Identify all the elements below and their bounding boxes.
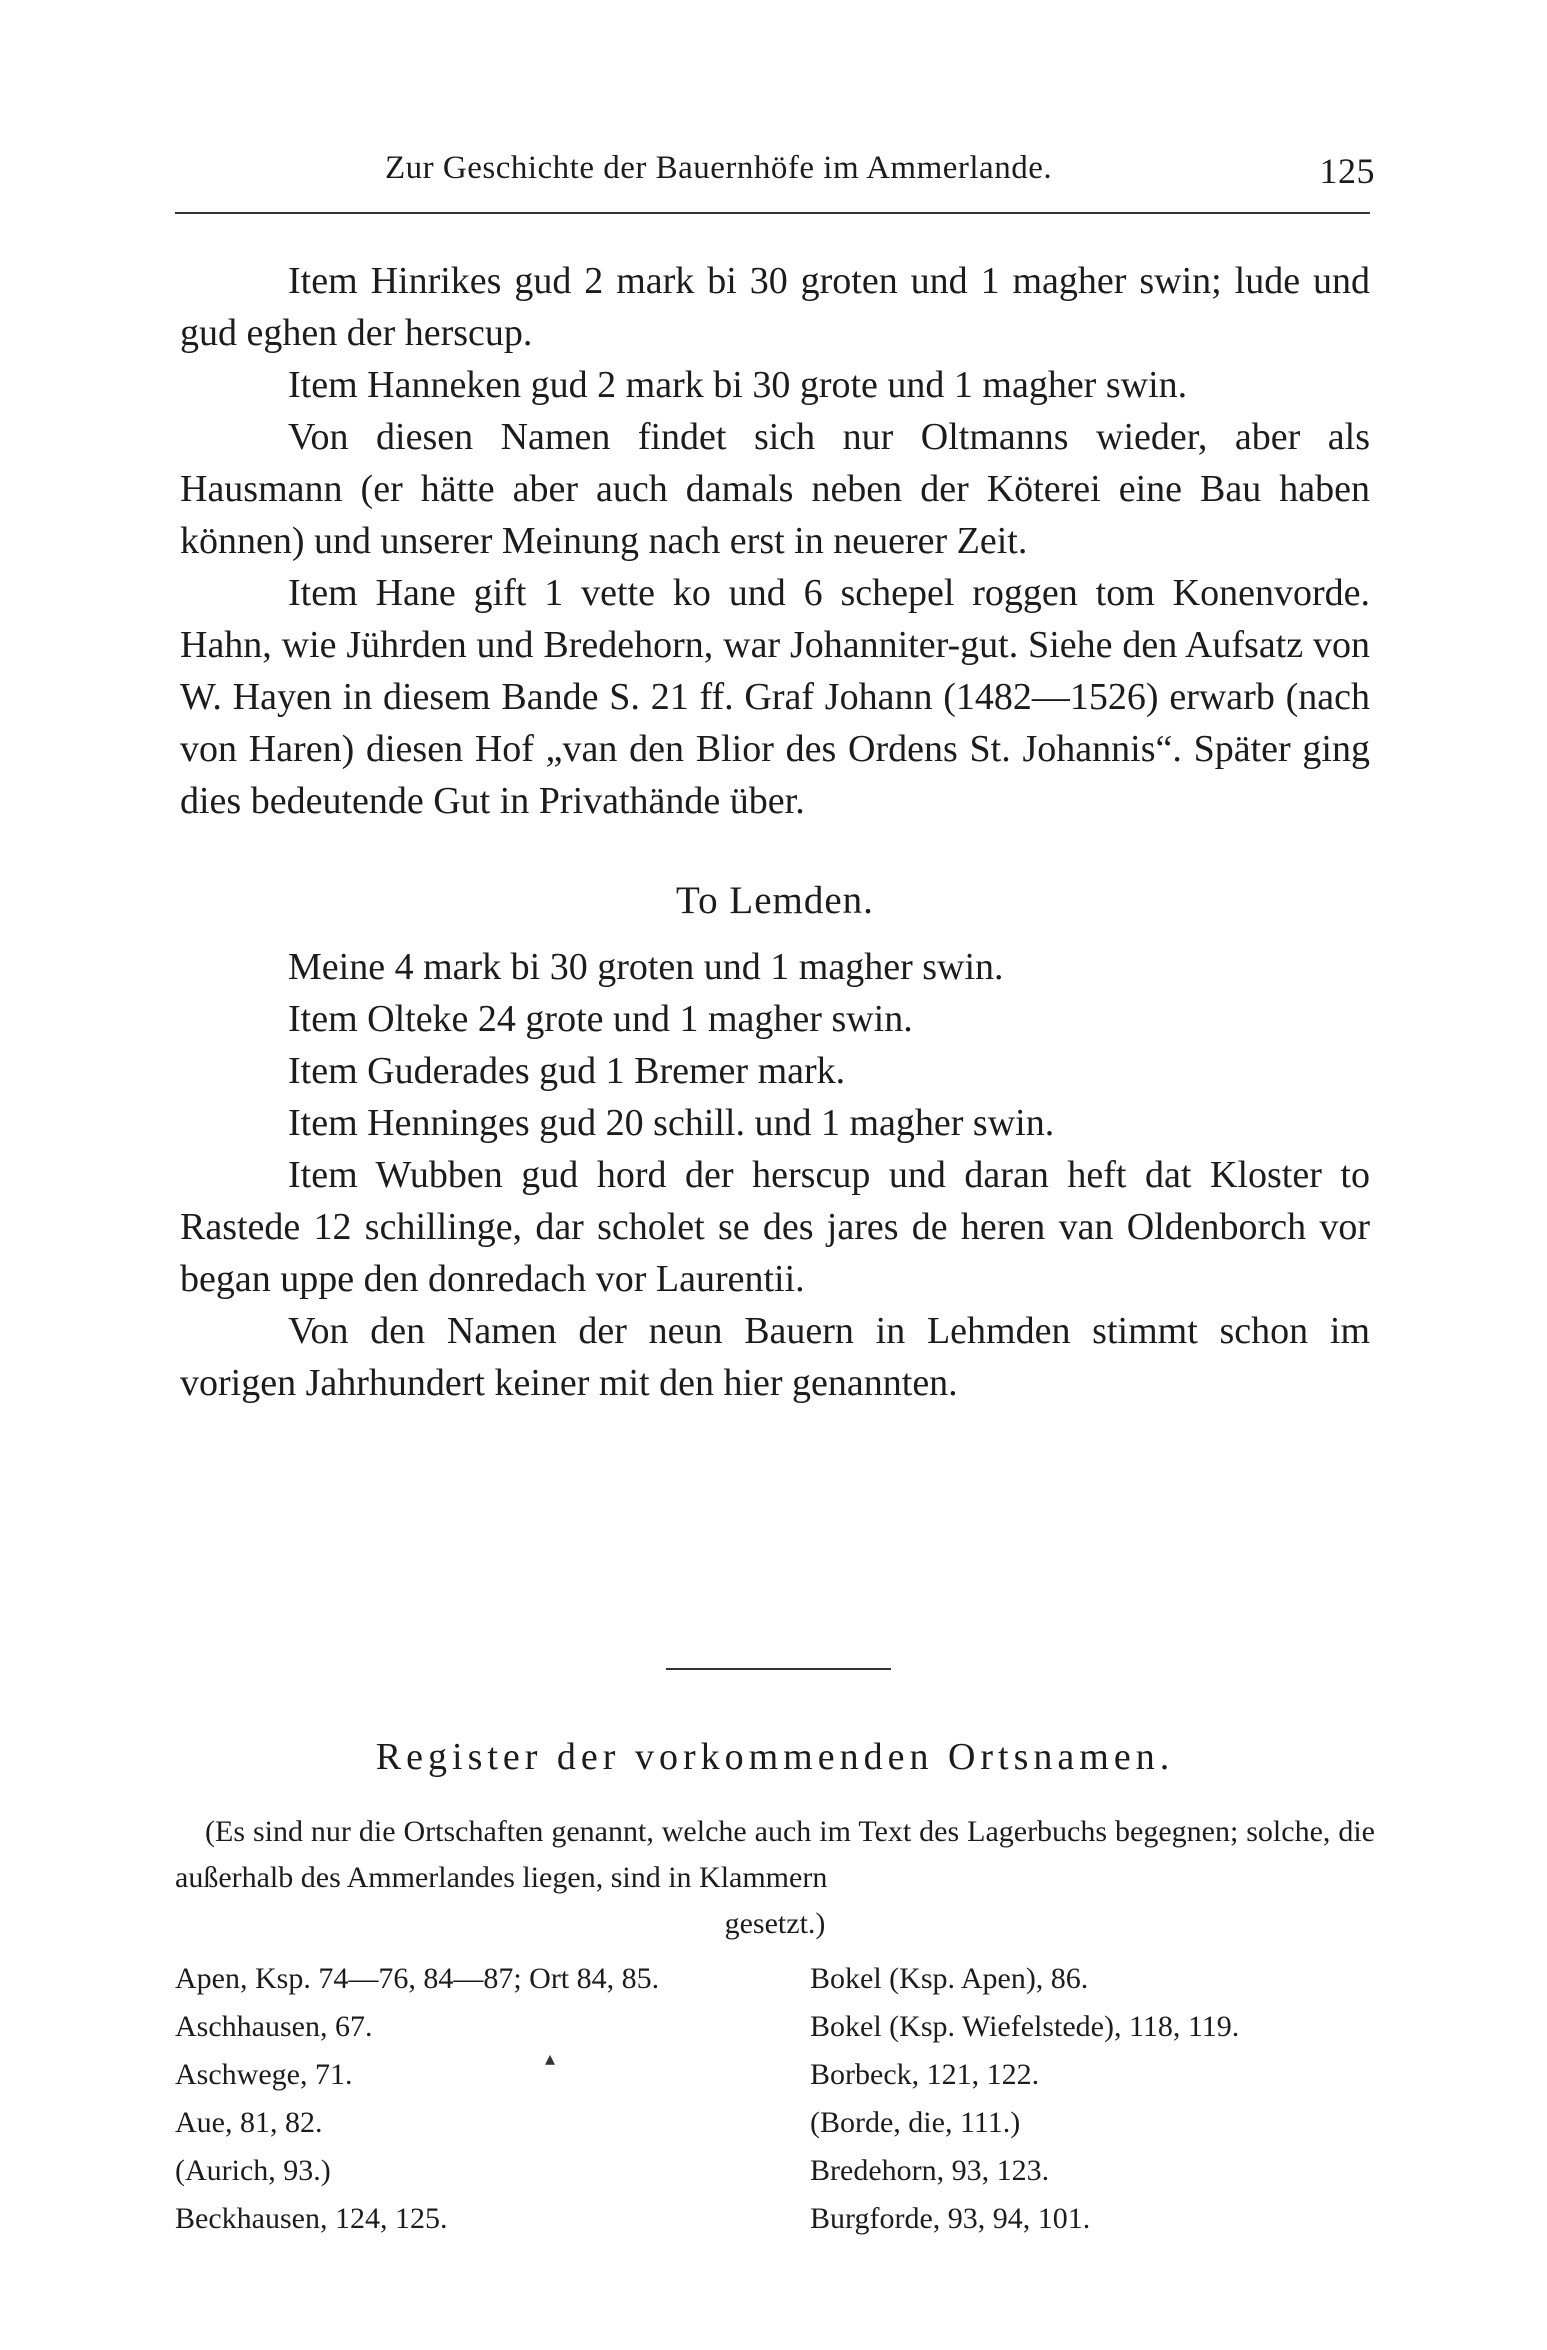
section-heading: To Lemden. xyxy=(676,879,874,922)
index-entry: (Aurich, 93.) xyxy=(175,2154,331,2187)
running-title: Zur Geschichte der Bauernhöfe im Ammerlande. xyxy=(385,150,1053,186)
index-column-right xyxy=(810,1955,1370,2243)
index-entry: Burgforde, 93, 94, 101. xyxy=(810,2202,1091,2235)
index-entry: Bokel (Ksp. Wiefelstede), 118, 119. xyxy=(810,2010,1240,2043)
index-entry: Aschwege, 71. xyxy=(175,2058,353,2091)
register-section xyxy=(175,1735,1375,1947)
index-column-left xyxy=(175,1955,775,2243)
ink-blot-mark: ▴ xyxy=(545,2048,556,2070)
section-separator xyxy=(666,1668,891,1670)
paragraph: Von diesen Namen findet sich nur Oltmanns wieder, aber als Hausmann (er hätte aber auch damals neben der Köterei eine Bau haben können) und unserer Meinung nach erst in neuerer Zeit. xyxy=(180,416,1370,562)
index-entry: Apen, Ksp. 74—76, 84—87; Ort 84, 85. xyxy=(175,1962,660,1995)
main-text xyxy=(180,255,1370,1409)
header-rule xyxy=(175,212,1370,214)
lemden-item: Item Olteke 24 grote und 1 magher swin. xyxy=(288,998,913,1040)
paragraph: Item Hinrikes gud 2 mark bi 30 groten und 1 magher swin; lude und gud eghen der herscup. xyxy=(180,260,1370,354)
register-note: (Es sind nur die Ortschaften genannt, welche auch im Text des Lagerbuchs begegnen; solche, die außerhalb des Ammerlandes liegen, sind in Klammern xyxy=(175,1815,1375,1894)
lemden-item: Item Guderades gud 1 Bremer mark. xyxy=(288,1050,846,1092)
index-entry: Beckhausen, 124, 125. xyxy=(175,2202,448,2235)
lemden-item: Item Wubben gud hord der herscup und daran heft dat Kloster to Rastede 12 schillinge, dar scholet se des jares de heren van Oldenborch vor began uppe den donredach vor Laurentii. xyxy=(180,1154,1370,1300)
paragraph: Item Hane gift 1 vette ko und 6 schepel roggen tom Konenvorde. Hahn, wie Jührden und Bredehorn, war Johanniter-gut. Siehe den Aufsatz von W. Hayen in diesem Bande S. 21 ff. Graf Johann (1482—1526) erwarb (nach von Haren) diesen Hof „van den Blior des Ordens St. Johannis“. Später ging dies bedeutende Gut in Privathände über. xyxy=(180,572,1370,822)
index-entry: (Borde, die, 111.) xyxy=(810,2106,1021,2139)
paragraph: Item Hanneken gud 2 mark bi 30 grote und 1 magher swin. xyxy=(288,364,1188,406)
lemden-item: Von den Namen der neun Bauern in Lehmden stimmt schon im vorigen Jahrhundert keiner mit den hier genannten. xyxy=(180,1310,1370,1404)
register-title: Register der vorkommenden Ortsnamen. xyxy=(375,1736,1175,1778)
index-entry: Borbeck, 121, 122. xyxy=(810,2058,1040,2091)
index-entry: Bredehorn, 93, 123. xyxy=(810,2154,1050,2187)
register-note-end: gesetzt.) xyxy=(724,1907,826,1940)
index-entry: Aue, 81, 82. xyxy=(175,2106,323,2139)
index-entry: Aschhausen, 67. xyxy=(175,2010,373,2043)
lemden-item: Meine 4 mark bi 30 groten und 1 magher swin. xyxy=(288,946,1004,988)
page-number: 125 xyxy=(1319,151,1375,191)
index-entry: Bokel (Ksp. Apen), 86. xyxy=(810,1962,1089,1995)
lemden-item: Item Henninges gud 20 schill. und 1 magher swin. xyxy=(288,1102,1055,1144)
